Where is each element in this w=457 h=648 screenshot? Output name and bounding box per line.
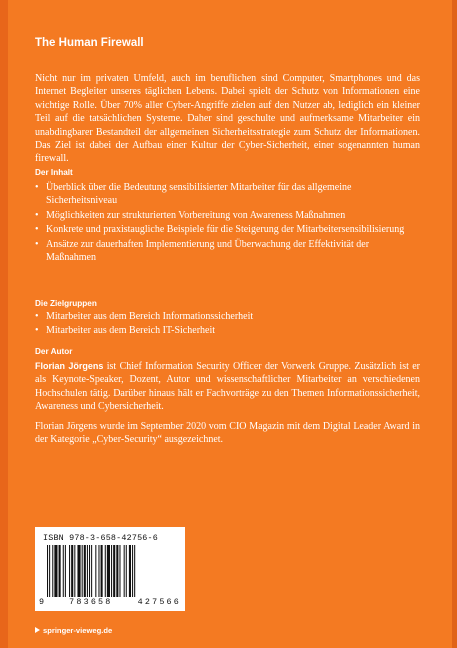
barcode-bar bbox=[71, 545, 73, 597]
arrow-right-icon bbox=[35, 627, 40, 633]
barcode-bar bbox=[134, 545, 135, 597]
barcode-bar bbox=[111, 545, 112, 597]
barcode-digit-lead: 9 bbox=[39, 597, 45, 607]
author-bio-text: ist Chief Information Security Officer der Vorwerk Gruppe. Zusätzlich ist er als Keynote-Speaker, Dozent, Autor und wissenschaftlicher Mitarbeiter an verschiedenen Hochschulen tätig. Darüber hinaus hält er Fachvorträge zu den Themen Informationssicherheit, Awareness und Cybersicherheit. bbox=[35, 361, 421, 413]
author-award: Florian Jörgens wurde im September 2020 vom CIO Magazin mit dem Digital Leader Award in der Kategorie „Cyber-Security“ ausgezeichnet. bbox=[35, 421, 420, 446]
barcode-bar bbox=[54, 545, 57, 597]
barcode-bar bbox=[65, 545, 66, 597]
barcode-bar bbox=[52, 545, 53, 597]
list-item: • Überblick über die Bedeutung sensibilisierter Mitarbeiter für das allgemeine Sicherheitsniveau bbox=[35, 181, 420, 208]
barcode-bar bbox=[49, 545, 50, 597]
barcode-digit-right-group: 427566 bbox=[137, 597, 181, 607]
section-heading-autor: Der Autor bbox=[35, 347, 73, 356]
cover-edge bbox=[452, 0, 457, 648]
section-heading-zielgruppen: Die Zielgruppen bbox=[35, 299, 97, 308]
barcode-bar bbox=[84, 545, 86, 597]
isbn-barcode bbox=[35, 527, 185, 611]
barcode-bar bbox=[95, 545, 96, 597]
barcode-bar bbox=[47, 545, 48, 597]
barcode-bar bbox=[63, 545, 64, 597]
list-item: • Ansätze zur dauerhaften Implementierung und Überwachung der Effektivität der Maßnahmen bbox=[35, 238, 420, 265]
barcode-bars bbox=[43, 545, 178, 597]
barcode-bar bbox=[91, 545, 92, 597]
barcode-bar bbox=[129, 545, 131, 597]
barcode-bar bbox=[69, 545, 70, 597]
barcode-bar bbox=[105, 545, 106, 597]
barcode-bar bbox=[77, 545, 80, 597]
barcode-bar bbox=[107, 545, 110, 597]
publisher-url: springer-vieweg.de bbox=[43, 626, 113, 635]
intro-paragraph: Nicht nur im privaten Umfeld, auch im beruflichen sind Computer, Smartphones und das Internet Begleiter unseres täglichen Lebens. Dabei spielt der Schutz von Informationen eine wichtige Rolle. Über 70% aller Cyber-Angriffe zielen auf den Nutzer ab, lediglich ein kleiner Teil auf die tatsächlichen Systeme. Daher sind geschulte und aufmerksame Mitarbeiter ein unabdingbarer Bestandteil der allgemeinen Sicherheitsstrategie zum Schutz der Informationen. Das Ziel ist dabei der Aufbau einer Kultur der Cyber-Sicherheit, einer sogenannten human firewall. bbox=[35, 73, 420, 165]
barcode-bar bbox=[126, 545, 127, 597]
author-name: Florian Jörgens bbox=[35, 361, 104, 371]
barcode-bar bbox=[89, 545, 90, 597]
list-item: • Mitarbeiter aus dem Bereich IT-Sicherheit bbox=[35, 324, 420, 337]
section-heading-inhalt: Der Inhalt bbox=[35, 168, 73, 177]
barcode-digit-left-group: 783658 bbox=[69, 597, 113, 607]
barcode-bar bbox=[74, 545, 75, 597]
publisher-link[interactable] bbox=[35, 626, 112, 635]
barcode-digits bbox=[39, 597, 181, 607]
barcode-bar bbox=[119, 545, 120, 597]
list-item: • Möglichkeiten zur strukturierten Vorbereitung von Awareness Maßnahmen bbox=[35, 209, 420, 222]
zielgruppen-list bbox=[35, 310, 420, 339]
inhalt-list bbox=[35, 181, 420, 265]
book-title: The Human Firewall bbox=[35, 37, 144, 49]
book-spine bbox=[0, 0, 8, 648]
barcode-bar bbox=[124, 545, 125, 597]
list-item: • Mitarbeiter aus dem Bereich Informationssicherheit bbox=[35, 310, 420, 323]
author-bio bbox=[35, 360, 420, 414]
barcode-bar bbox=[116, 545, 118, 597]
barcode-bar bbox=[98, 545, 99, 597]
barcode-bar bbox=[82, 545, 83, 597]
barcode-bar bbox=[113, 545, 115, 597]
list-item: • Konkrete und praxistaugliche Beispiele für die Steigerung der Mitarbeitersensibilisierung bbox=[35, 223, 420, 236]
barcode-bar bbox=[132, 545, 133, 597]
barcode-bar bbox=[101, 545, 103, 597]
barcode-bar bbox=[59, 545, 61, 597]
isbn-number: ISBN 978-3-658-42756-6 bbox=[43, 533, 158, 543]
barcode-bar bbox=[87, 545, 88, 597]
